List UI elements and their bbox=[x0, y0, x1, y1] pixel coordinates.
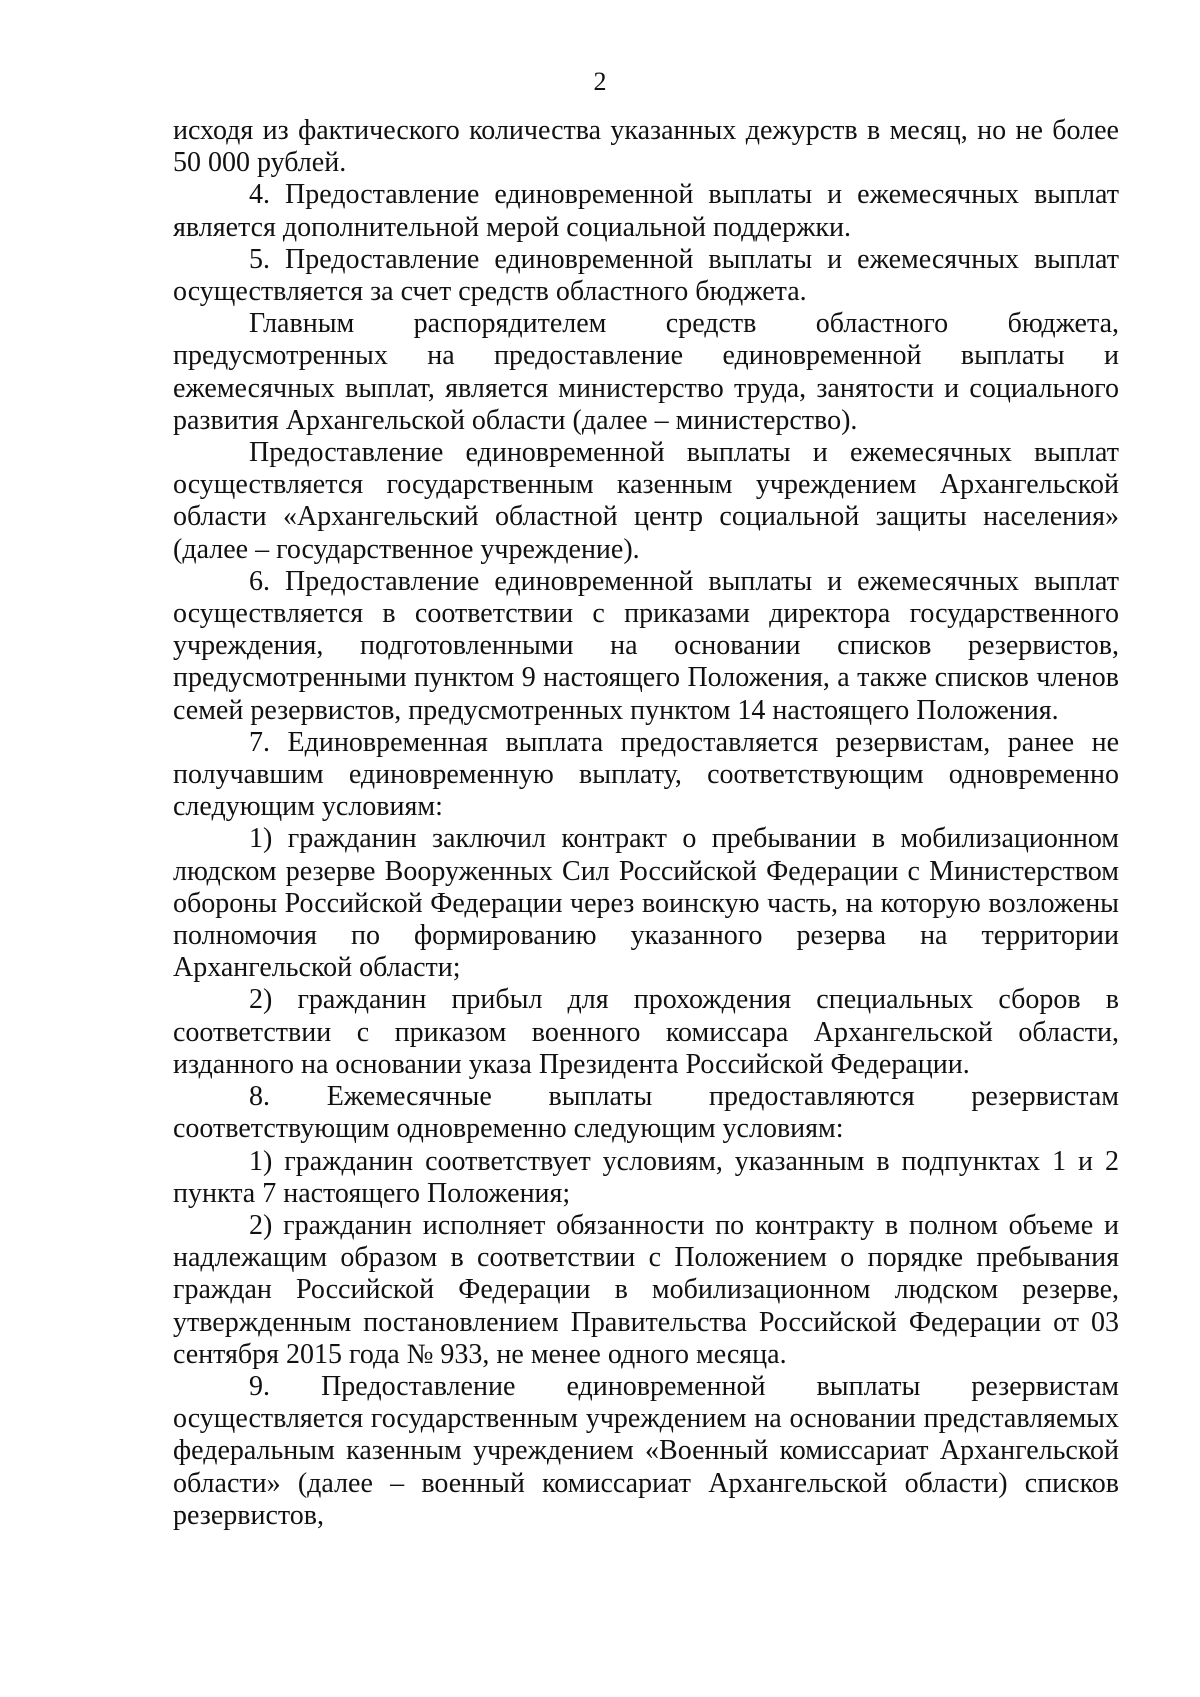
paragraph: 1) гражданин заключил контракт о пребывании в мобилизационном людском резерве Вооруженных Сил Российской Федерации с Министерством обороны Российской Федерации через воинскую часть, на которую возложены полномочия по формированию указанного резерва на территории Архангельской области; bbox=[173, 823, 1119, 984]
paragraph: Главным распорядителем средств областного бюджета, предусмотренных на предоставление единовременной выплаты и ежемесячных выплат, является министерство труда, занятости и социального развития Архангельской области (далее – министерство). bbox=[173, 308, 1119, 436]
paragraph: 1) гражданин соответствует условиям, указанным в подпунктах 1 и 2 пункта 7 настоящего Положения; bbox=[173, 1145, 1119, 1209]
paragraph: 4. Предоставление единовременной выплаты и ежемесячных выплат является дополнительной мерой социальной поддержки. bbox=[173, 179, 1119, 243]
paragraph: 5. Предоставление единовременной выплаты и ежемесячных выплат осуществляется за счет средств областного бюджета. bbox=[173, 243, 1119, 308]
paragraph: Предоставление единовременной выплаты и ежемесячных выплат осуществляется государственным казенным учреждением Архангельской области «Архангельский областной центр социальной защиты населения» (далее – государственное учреждение). bbox=[173, 437, 1119, 565]
paragraph: 7. Единовременная выплата предоставляется резервистам, ранее не получавшим единовременную выплату, соответствующим одновременно следующим условиям: bbox=[173, 726, 1119, 823]
document-body bbox=[173, 115, 1119, 1532]
page-number: 2 bbox=[593, 67, 607, 96]
paragraph: 6. Предоставление единовременной выплаты и ежемесячных выплат осуществляется в соответствии с приказами директора государственного учреждения, подготовленными на основании списков резервистов, предусмотренными пунктом 9 настоящего Положения, а также списков членов семей резервистов, предусмотренных пунктом 14 настоящего Положения. bbox=[173, 565, 1119, 726]
paragraph: исходя из фактического количества указанных дежурств в месяц, но не более 50 000 рублей. bbox=[173, 115, 1119, 179]
paragraph: 9. Предоставление единовременной выплаты резервистам осуществляется государственным учреждением на основании представляемых федеральным казенным учреждением «Военный комиссариат Архангельской области» (далее – военный комиссариат Архангельской области) списков резервистов, bbox=[173, 1370, 1119, 1531]
paragraph: 2) гражданин исполняет обязанности по контракту в полном объеме и надлежащим образом в соответствии с Положением о порядке пребывания граждан Российской Федерации в мобилизационном людском резерве, утвержденным постановлением Правительства Российской Федерации от 03 сентября 2015 года № 933, не менее одного месяца. bbox=[173, 1209, 1119, 1370]
paragraph: 8. Ежемесячные выплаты предоставляются резервистам соответствующим одновременно следующим условиям: bbox=[173, 1081, 1119, 1145]
paragraph: 2) гражданин прибыл для прохождения специальных сборов в соответствии с приказом военного комиссара Архангельской области, изданного на основании указа Президента Российской Федерации. bbox=[173, 984, 1119, 1080]
